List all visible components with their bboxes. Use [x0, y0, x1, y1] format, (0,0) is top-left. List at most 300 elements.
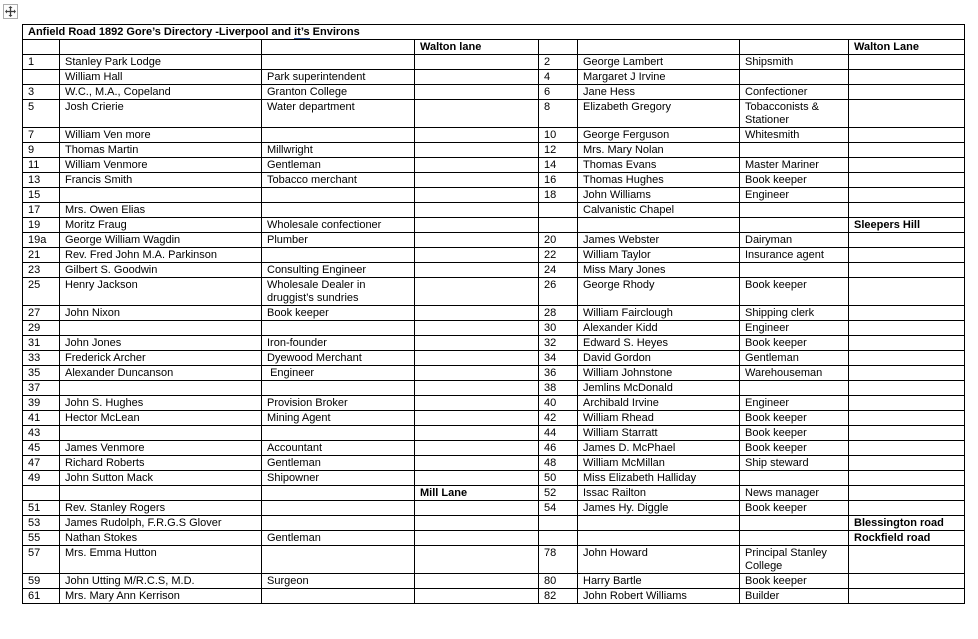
street-cell[interactable]: Walton lane [415, 40, 539, 55]
house-number-cell[interactable]: 52 [539, 486, 578, 501]
house-number-cell[interactable]: 6 [539, 85, 578, 100]
street-cell[interactable] [415, 426, 539, 441]
house-number-cell[interactable]: 32 [539, 336, 578, 351]
table-row [23, 40, 965, 55]
occupation-cell[interactable]: Whitesmith [740, 128, 849, 143]
occupation-cell[interactable]: Millwright [262, 143, 415, 158]
name-cell[interactable]: Calvanistic Chapel [578, 203, 740, 218]
street-cell[interactable] [415, 381, 539, 396]
house-number-cell[interactable]: 55 [23, 531, 60, 546]
table-row [23, 456, 965, 471]
name-cell[interactable]: Edward S. Heyes [578, 336, 740, 351]
house-number-cell[interactable] [23, 486, 60, 501]
occupation-cell[interactable]: Shipowner [262, 471, 415, 486]
house-number-cell[interactable]: 14 [539, 158, 578, 173]
street-cell[interactable] [849, 471, 965, 486]
house-number-cell[interactable]: 1 [23, 55, 60, 70]
occupation-cell[interactable] [262, 55, 415, 70]
street-cell[interactable] [415, 248, 539, 263]
occupation-cell[interactable]: Provision Broker [262, 396, 415, 411]
occupation-cell[interactable] [262, 40, 415, 55]
name-cell[interactable]: Alexander Duncanson [60, 366, 262, 381]
house-number-cell[interactable]: 21 [23, 248, 60, 263]
name-cell[interactable]: John S. Hughes [60, 396, 262, 411]
street-cell[interactable] [849, 441, 965, 456]
table-row [23, 396, 965, 411]
street-cell[interactable] [415, 574, 539, 589]
house-number-cell[interactable]: 15 [23, 188, 60, 203]
house-number-cell[interactable]: 18 [539, 188, 578, 203]
name-cell[interactable]: Archibald Irvine [578, 396, 740, 411]
house-number-cell[interactable]: 33 [23, 351, 60, 366]
house-number-cell[interactable]: 10 [539, 128, 578, 143]
house-number-cell[interactable]: 53 [23, 516, 60, 531]
street-cell[interactable] [849, 411, 965, 426]
house-number-cell[interactable]: 8 [539, 100, 578, 128]
name-cell[interactable]: James Webster [578, 233, 740, 248]
occupation-cell[interactable]: Book keeper [740, 441, 849, 456]
street-cell[interactable] [849, 263, 965, 278]
title-text-grammar-flagged[interactable]: it’s [294, 26, 310, 38]
street-cell[interactable] [415, 158, 539, 173]
name-cell[interactable]: Harry Bartle [578, 574, 740, 589]
house-number-cell[interactable]: 50 [539, 471, 578, 486]
name-cell[interactable]: William Fairclough [578, 306, 740, 321]
name-cell[interactable]: Nathan Stokes [60, 531, 262, 546]
occupation-cell[interactable]: Gentleman [262, 531, 415, 546]
house-number-cell[interactable]: 3 [23, 85, 60, 100]
table-row [23, 471, 965, 486]
name-cell[interactable]: Gilbert S. Goodwin [60, 263, 262, 278]
name-cell[interactable]: W.C., M.A., Copeland [60, 85, 262, 100]
street-cell[interactable] [415, 471, 539, 486]
name-cell[interactable]: John Jones [60, 336, 262, 351]
name-cell[interactable]: William Ven more [60, 128, 262, 143]
street-cell[interactable] [849, 486, 965, 501]
occupation-cell[interactable]: Water department [262, 100, 415, 128]
street-cell[interactable] [415, 589, 539, 604]
name-cell[interactable]: Miss Mary Jones [578, 263, 740, 278]
name-cell[interactable]: Mrs. Mary Ann Kerrison [60, 589, 262, 604]
occupation-cell[interactable]: Accountant [262, 441, 415, 456]
occupation-cell[interactable] [740, 203, 849, 218]
house-number-cell[interactable]: 9 [23, 143, 60, 158]
house-number-cell[interactable]: 17 [23, 203, 60, 218]
name-cell[interactable]: Thomas Evans [578, 158, 740, 173]
street-cell[interactable]: Rockfield road [849, 531, 965, 546]
occupation-cell[interactable] [262, 426, 415, 441]
table-move-handle[interactable] [3, 4, 18, 19]
house-number-cell[interactable]: 45 [23, 441, 60, 456]
name-cell[interactable] [60, 321, 262, 336]
house-number-cell[interactable]: 7 [23, 128, 60, 143]
street-cell[interactable] [849, 248, 965, 263]
name-cell[interactable]: Margaret J Irvine [578, 70, 740, 85]
street-cell[interactable] [849, 128, 965, 143]
house-number-cell[interactable]: 82 [539, 589, 578, 604]
occupation-cell[interactable] [740, 70, 849, 85]
occupation-cell[interactable]: Book keeper [740, 278, 849, 306]
table-row [23, 143, 965, 158]
house-number-cell[interactable]: 39 [23, 396, 60, 411]
name-cell[interactable]: Thomas Hughes [578, 173, 740, 188]
house-number-cell[interactable]: 12 [539, 143, 578, 158]
house-number-cell[interactable]: 26 [539, 278, 578, 306]
street-cell[interactable] [415, 306, 539, 321]
occupation-cell[interactable]: Wholesale confectioner [262, 218, 415, 233]
house-number-cell[interactable]: 78 [539, 546, 578, 574]
street-cell[interactable] [849, 158, 965, 173]
occupation-cell[interactable] [262, 486, 415, 501]
occupation-cell[interactable]: Surgeon [262, 574, 415, 589]
house-number-cell[interactable] [23, 40, 60, 55]
house-number-cell[interactable] [539, 516, 578, 531]
house-number-cell[interactable]: 37 [23, 381, 60, 396]
occupation-cell[interactable]: Principal Stanley College [740, 546, 849, 574]
occupation-cell[interactable]: Tobacconists & Stationer [740, 100, 849, 128]
occupation-cell[interactable]: News manager [740, 486, 849, 501]
street-cell[interactable] [849, 321, 965, 336]
occupation-cell[interactable]: Gentleman [262, 158, 415, 173]
house-number-cell[interactable]: 16 [539, 173, 578, 188]
occupation-cell[interactable] [262, 516, 415, 531]
name-cell[interactable] [578, 40, 740, 55]
occupation-cell[interactable]: Warehouseman [740, 366, 849, 381]
house-number-cell[interactable]: 57 [23, 546, 60, 574]
occupation-cell[interactable]: Shipsmith [740, 55, 849, 70]
occupation-cell[interactable]: Plumber [262, 233, 415, 248]
house-number-cell[interactable]: 40 [539, 396, 578, 411]
house-number-cell[interactable]: 46 [539, 441, 578, 456]
occupation-cell[interactable]: Book keeper [740, 336, 849, 351]
name-cell[interactable] [60, 40, 262, 55]
house-number-cell[interactable]: 80 [539, 574, 578, 589]
street-cell[interactable] [849, 336, 965, 351]
name-cell[interactable] [578, 516, 740, 531]
name-cell[interactable]: Stanley Park Lodge [60, 55, 262, 70]
name-cell[interactable]: Issac Railton [578, 486, 740, 501]
house-number-cell[interactable]: 29 [23, 321, 60, 336]
house-number-cell[interactable]: 59 [23, 574, 60, 589]
table-row [23, 173, 965, 188]
name-cell[interactable]: Mrs. Emma Hutton [60, 546, 262, 574]
occupation-cell[interactable] [740, 40, 849, 55]
table-row [23, 321, 965, 336]
name-cell[interactable]: William Rhead [578, 411, 740, 426]
street-cell[interactable] [415, 351, 539, 366]
street-cell[interactable] [415, 55, 539, 70]
house-number-cell[interactable] [539, 203, 578, 218]
house-number-cell[interactable]: 11 [23, 158, 60, 173]
house-number-cell[interactable]: 20 [539, 233, 578, 248]
street-cell[interactable] [415, 100, 539, 128]
house-number-cell[interactable]: 25 [23, 278, 60, 306]
occupation-cell[interactable]: Engineer [740, 321, 849, 336]
name-cell[interactable]: William Johnstone [578, 366, 740, 381]
street-cell[interactable] [849, 351, 965, 366]
house-number-cell[interactable]: 23 [23, 263, 60, 278]
house-number-cell[interactable] [539, 531, 578, 546]
name-cell[interactable]: Mrs. Owen Elias [60, 203, 262, 218]
name-cell[interactable]: Elizabeth Gregory [578, 100, 740, 128]
street-cell[interactable] [415, 366, 539, 381]
street-cell[interactable] [849, 173, 965, 188]
table-row [23, 574, 965, 589]
occupation-cell[interactable] [262, 589, 415, 604]
street-cell[interactable] [415, 233, 539, 248]
occupation-cell[interactable]: Gentleman [740, 351, 849, 366]
street-cell[interactable] [415, 263, 539, 278]
name-cell[interactable]: Richard Roberts [60, 456, 262, 471]
name-cell[interactable]: William McMillan [578, 456, 740, 471]
street-cell[interactable] [849, 456, 965, 471]
name-cell[interactable]: Francis Smith [60, 173, 262, 188]
house-number-cell[interactable]: 34 [539, 351, 578, 366]
name-cell[interactable] [60, 426, 262, 441]
house-number-cell[interactable]: 27 [23, 306, 60, 321]
house-number-cell[interactable]: 22 [539, 248, 578, 263]
street-cell[interactable] [849, 203, 965, 218]
name-cell[interactable]: William Venmore [60, 158, 262, 173]
street-cell[interactable] [849, 366, 965, 381]
table-row [23, 128, 965, 143]
occupation-cell[interactable]: Book keeper [740, 574, 849, 589]
street-cell[interactable] [415, 188, 539, 203]
occupation-cell[interactable]: Consulting Engineer [262, 263, 415, 278]
name-cell[interactable]: Miss Elizabeth Halliday [578, 471, 740, 486]
street-cell[interactable]: Sleepers Hill [849, 218, 965, 233]
house-number-cell[interactable]: 44 [539, 426, 578, 441]
name-cell[interactable]: George Ferguson [578, 128, 740, 143]
occupation-cell[interactable]: Park superintendent [262, 70, 415, 85]
name-cell[interactable]: Jane Hess [578, 85, 740, 100]
street-cell[interactable] [415, 278, 539, 306]
street-cell[interactable] [415, 203, 539, 218]
street-cell[interactable] [849, 85, 965, 100]
street-cell[interactable] [415, 173, 539, 188]
street-cell[interactable] [849, 100, 965, 128]
table-row [23, 100, 965, 128]
street-cell[interactable]: Walton Lane [849, 40, 965, 55]
occupation-cell[interactable]: Gentleman [262, 456, 415, 471]
street-cell[interactable]: Blessington road [849, 516, 965, 531]
name-cell[interactable]: Henry Jackson [60, 278, 262, 306]
occupation-cell[interactable]: Engineer [740, 396, 849, 411]
name-cell[interactable]: James Hy. Diggle [578, 501, 740, 516]
street-cell[interactable] [415, 411, 539, 426]
occupation-cell[interactable]: Insurance agent [740, 248, 849, 263]
name-cell[interactable]: John Nixon [60, 306, 262, 321]
street-cell[interactable] [415, 516, 539, 531]
occupation-cell[interactable] [262, 203, 415, 218]
street-cell[interactable] [849, 381, 965, 396]
house-number-cell[interactable]: 38 [539, 381, 578, 396]
street-cell[interactable] [849, 306, 965, 321]
house-number-cell[interactable] [23, 70, 60, 85]
house-number-cell[interactable]: 61 [23, 589, 60, 604]
house-number-cell[interactable]: 19a [23, 233, 60, 248]
house-number-cell[interactable]: 28 [539, 306, 578, 321]
occupation-cell[interactable] [740, 143, 849, 158]
street-cell[interactable] [415, 441, 539, 456]
occupation-cell[interactable] [740, 471, 849, 486]
street-cell[interactable] [849, 501, 965, 516]
name-cell[interactable]: Thomas Martin [60, 143, 262, 158]
street-cell[interactable] [415, 143, 539, 158]
house-number-cell[interactable]: 49 [23, 471, 60, 486]
name-cell[interactable] [60, 381, 262, 396]
name-cell[interactable] [60, 486, 262, 501]
house-number-cell[interactable]: 2 [539, 55, 578, 70]
street-cell[interactable] [415, 546, 539, 574]
name-cell[interactable]: George Rhody [578, 278, 740, 306]
name-cell[interactable]: George William Wagdin [60, 233, 262, 248]
house-number-cell[interactable]: 42 [539, 411, 578, 426]
street-cell[interactable] [849, 278, 965, 306]
name-cell[interactable]: James D. McPhael [578, 441, 740, 456]
occupation-cell[interactable] [262, 188, 415, 203]
name-cell[interactable]: Rev. Fred John M.A. Parkinson [60, 248, 262, 263]
house-number-cell[interactable]: 31 [23, 336, 60, 351]
street-cell[interactable] [849, 546, 965, 574]
occupation-cell[interactable]: Book keeper [262, 306, 415, 321]
occupation-cell[interactable]: Ship steward [740, 456, 849, 471]
street-cell[interactable] [849, 396, 965, 411]
name-cell[interactable]: John Williams [578, 188, 740, 203]
name-cell[interactable]: James Rudolph, F.R.G.S Glover [60, 516, 262, 531]
house-number-cell[interactable] [539, 40, 578, 55]
street-cell[interactable] [415, 456, 539, 471]
occupation-cell[interactable]: Mining Agent [262, 411, 415, 426]
street-cell[interactable] [849, 426, 965, 441]
street-cell[interactable]: Mill Lane [415, 486, 539, 501]
occupation-cell[interactable] [262, 546, 415, 574]
name-cell[interactable]: David Gordon [578, 351, 740, 366]
name-cell[interactable] [578, 218, 740, 233]
name-cell[interactable]: Alexander Kidd [578, 321, 740, 336]
occupation-cell[interactable] [262, 321, 415, 336]
house-number-cell[interactable]: 4 [539, 70, 578, 85]
occupation-cell[interactable]: Confectioner [740, 85, 849, 100]
name-cell[interactable]: Jemlins McDonald [578, 381, 740, 396]
occupation-cell[interactable]: Dairyman [740, 233, 849, 248]
street-cell[interactable] [415, 336, 539, 351]
house-number-cell[interactable]: 36 [539, 366, 578, 381]
occupation-cell[interactable] [740, 218, 849, 233]
house-number-cell[interactable] [539, 218, 578, 233]
table-row [23, 531, 965, 546]
name-cell[interactable]: William Hall [60, 70, 262, 85]
name-cell[interactable]: Frederick Archer [60, 351, 262, 366]
house-number-cell[interactable]: 5 [23, 100, 60, 128]
directory-table-body [23, 25, 965, 604]
house-number-cell[interactable]: 54 [539, 501, 578, 516]
house-number-cell[interactable]: 41 [23, 411, 60, 426]
occupation-cell[interactable]: Builder [740, 589, 849, 604]
occupation-cell[interactable] [262, 248, 415, 263]
street-cell[interactable] [415, 396, 539, 411]
name-cell[interactable]: Moritz Fraug [60, 218, 262, 233]
occupation-cell[interactable]: Iron-founder [262, 336, 415, 351]
house-number-cell[interactable]: 24 [539, 263, 578, 278]
occupation-cell[interactable]: Wholesale Dealer in druggist’s sundries [262, 278, 415, 306]
occupation-cell[interactable]: Master Mariner [740, 158, 849, 173]
name-cell[interactable]: Josh Crierie [60, 100, 262, 128]
occupation-cell[interactable] [262, 501, 415, 516]
occupation-cell[interactable]: Shipping clerk [740, 306, 849, 321]
occupation-cell[interactable]: Book keeper [740, 426, 849, 441]
table-title-cell[interactable] [23, 25, 965, 40]
occupation-cell[interactable]: Tobacco merchant [262, 173, 415, 188]
house-number-cell[interactable]: 30 [539, 321, 578, 336]
name-cell[interactable]: William Starratt [578, 426, 740, 441]
street-cell[interactable] [849, 233, 965, 248]
name-cell[interactable]: Hector McLean [60, 411, 262, 426]
street-cell[interactable] [415, 85, 539, 100]
name-cell[interactable] [578, 531, 740, 546]
house-number-cell[interactable]: 35 [23, 366, 60, 381]
house-number-cell[interactable]: 51 [23, 501, 60, 516]
street-cell[interactable] [849, 55, 965, 70]
occupation-cell[interactable] [740, 381, 849, 396]
table-row [23, 306, 965, 321]
name-cell[interactable]: John Utting M/R.C.S, M.D. [60, 574, 262, 589]
house-number-cell[interactable]: 47 [23, 456, 60, 471]
street-cell[interactable] [415, 218, 539, 233]
occupation-cell[interactable]: Book keeper [740, 411, 849, 426]
street-cell[interactable] [849, 589, 965, 604]
street-cell[interactable] [849, 188, 965, 203]
name-cell[interactable]: John Robert Williams [578, 589, 740, 604]
occupation-cell[interactable]: Book keeper [740, 173, 849, 188]
name-cell[interactable]: John Sutton Mack [60, 471, 262, 486]
name-cell[interactable]: Rev. Stanley Rogers [60, 501, 262, 516]
name-cell[interactable]: George Lambert [578, 55, 740, 70]
house-number-cell[interactable]: 13 [23, 173, 60, 188]
house-number-cell[interactable]: 48 [539, 456, 578, 471]
occupation-cell[interactable] [740, 263, 849, 278]
occupation-cell[interactable]: Engineer [740, 188, 849, 203]
table-row [23, 203, 965, 218]
occupation-cell[interactable]: Engineer [262, 366, 415, 381]
name-cell[interactable]: William Taylor [578, 248, 740, 263]
table-row [23, 589, 965, 604]
occupation-cell[interactable]: Book keeper [740, 501, 849, 516]
street-cell[interactable] [849, 143, 965, 158]
occupation-cell[interactable] [740, 531, 849, 546]
street-cell[interactable] [415, 321, 539, 336]
occupation-cell[interactable] [740, 516, 849, 531]
street-cell[interactable] [415, 70, 539, 85]
name-cell[interactable] [60, 188, 262, 203]
occupation-cell[interactable]: Dyewood Merchant [262, 351, 415, 366]
street-cell[interactable] [415, 501, 539, 516]
name-cell[interactable]: Mrs. Mary Nolan [578, 143, 740, 158]
street-cell[interactable] [415, 128, 539, 143]
street-cell[interactable] [849, 70, 965, 85]
title-row [23, 25, 965, 40]
occupation-cell[interactable] [262, 128, 415, 143]
house-number-cell[interactable]: 43 [23, 426, 60, 441]
occupation-cell[interactable]: Granton College [262, 85, 415, 100]
street-cell[interactable] [415, 531, 539, 546]
name-cell[interactable]: James Venmore [60, 441, 262, 456]
name-cell[interactable]: John Howard [578, 546, 740, 574]
table-row [23, 233, 965, 248]
street-cell[interactable] [849, 574, 965, 589]
occupation-cell[interactable] [262, 381, 415, 396]
house-number-cell[interactable]: 19 [23, 218, 60, 233]
